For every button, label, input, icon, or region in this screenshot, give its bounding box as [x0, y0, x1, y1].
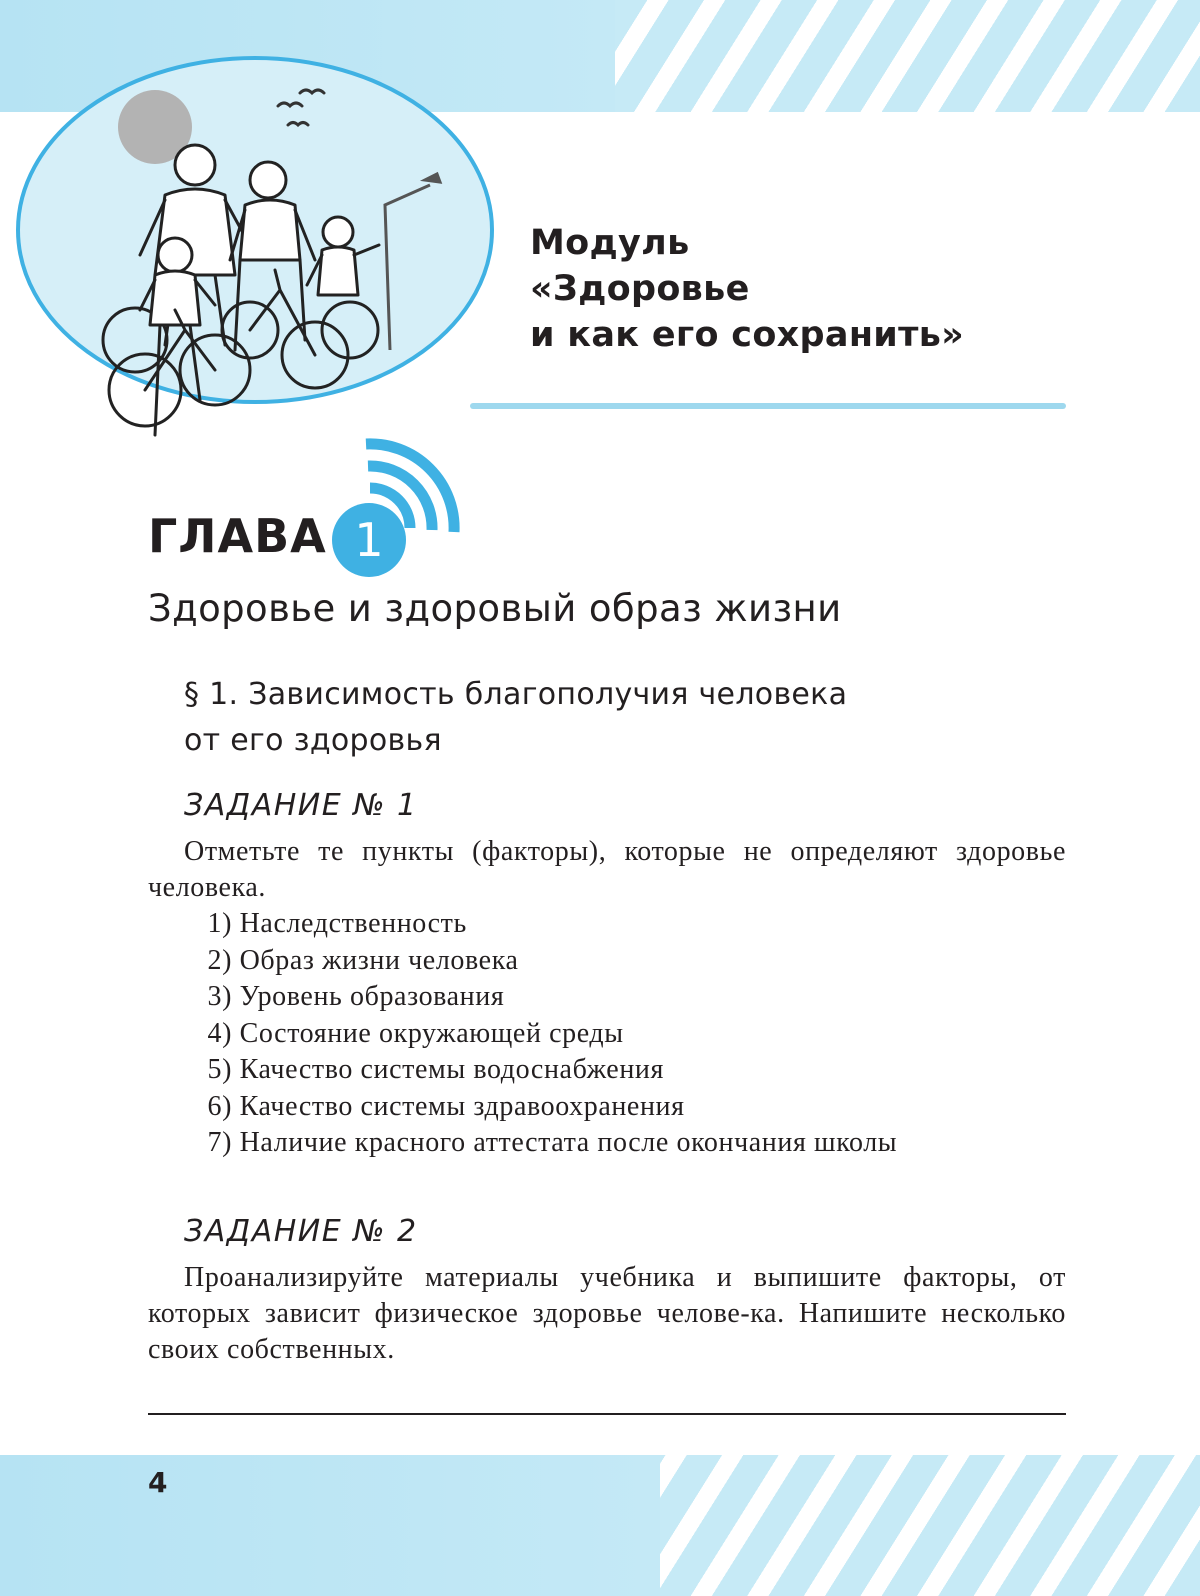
bottom-decorative-band-solid: [0, 1455, 660, 1596]
module-underline: [470, 403, 1066, 409]
task-1-title: ЗАДАНИЕ № 1: [184, 788, 418, 823]
list-item[interactable]: 4) Состояние окружающей среды: [207, 1017, 624, 1049]
module-title: Модуль «Здоровье и как его сохранить»: [530, 223, 965, 355]
chapter-number-badge: 1: [332, 503, 406, 577]
list-item[interactable]: 6) Качество системы здравоохранения: [207, 1090, 685, 1122]
chapter-label: ГЛАВА: [148, 509, 327, 563]
list-item[interactable]: 2) Образ жизни человека: [207, 944, 519, 976]
list-item[interactable]: 5) Качество системы водоснабжения: [207, 1054, 664, 1085]
section-title: § 1. Зависимость благополучия человека от его здоровья: [184, 677, 848, 758]
task-2-title: ЗАДАНИЕ № 2: [184, 1214, 418, 1249]
task-2-text: Проанализируйте материалы учебника и выпишите факторы, от которых зависит физическое здоровье челове-ка. Напишите несколько своих собственных.: [148, 1262, 1066, 1365]
answer-line[interactable]: [148, 1413, 1066, 1415]
task-1-options-list: [190, 906, 1090, 1162]
page-number: 4: [148, 1466, 168, 1499]
list-item[interactable]: 3) Уровень образования: [207, 981, 505, 1012]
list-item[interactable]: 7) Наличие красного аттестата после окончания школы: [207, 1127, 898, 1158]
list-item[interactable]: 1) Наследственность: [207, 908, 467, 939]
task-1-text: Отметьте те пункты (факторы), которые не определяют здоровье человека.: [148, 836, 1066, 903]
chapter-title: Здоровье и здоровый образ жизни: [148, 587, 842, 630]
